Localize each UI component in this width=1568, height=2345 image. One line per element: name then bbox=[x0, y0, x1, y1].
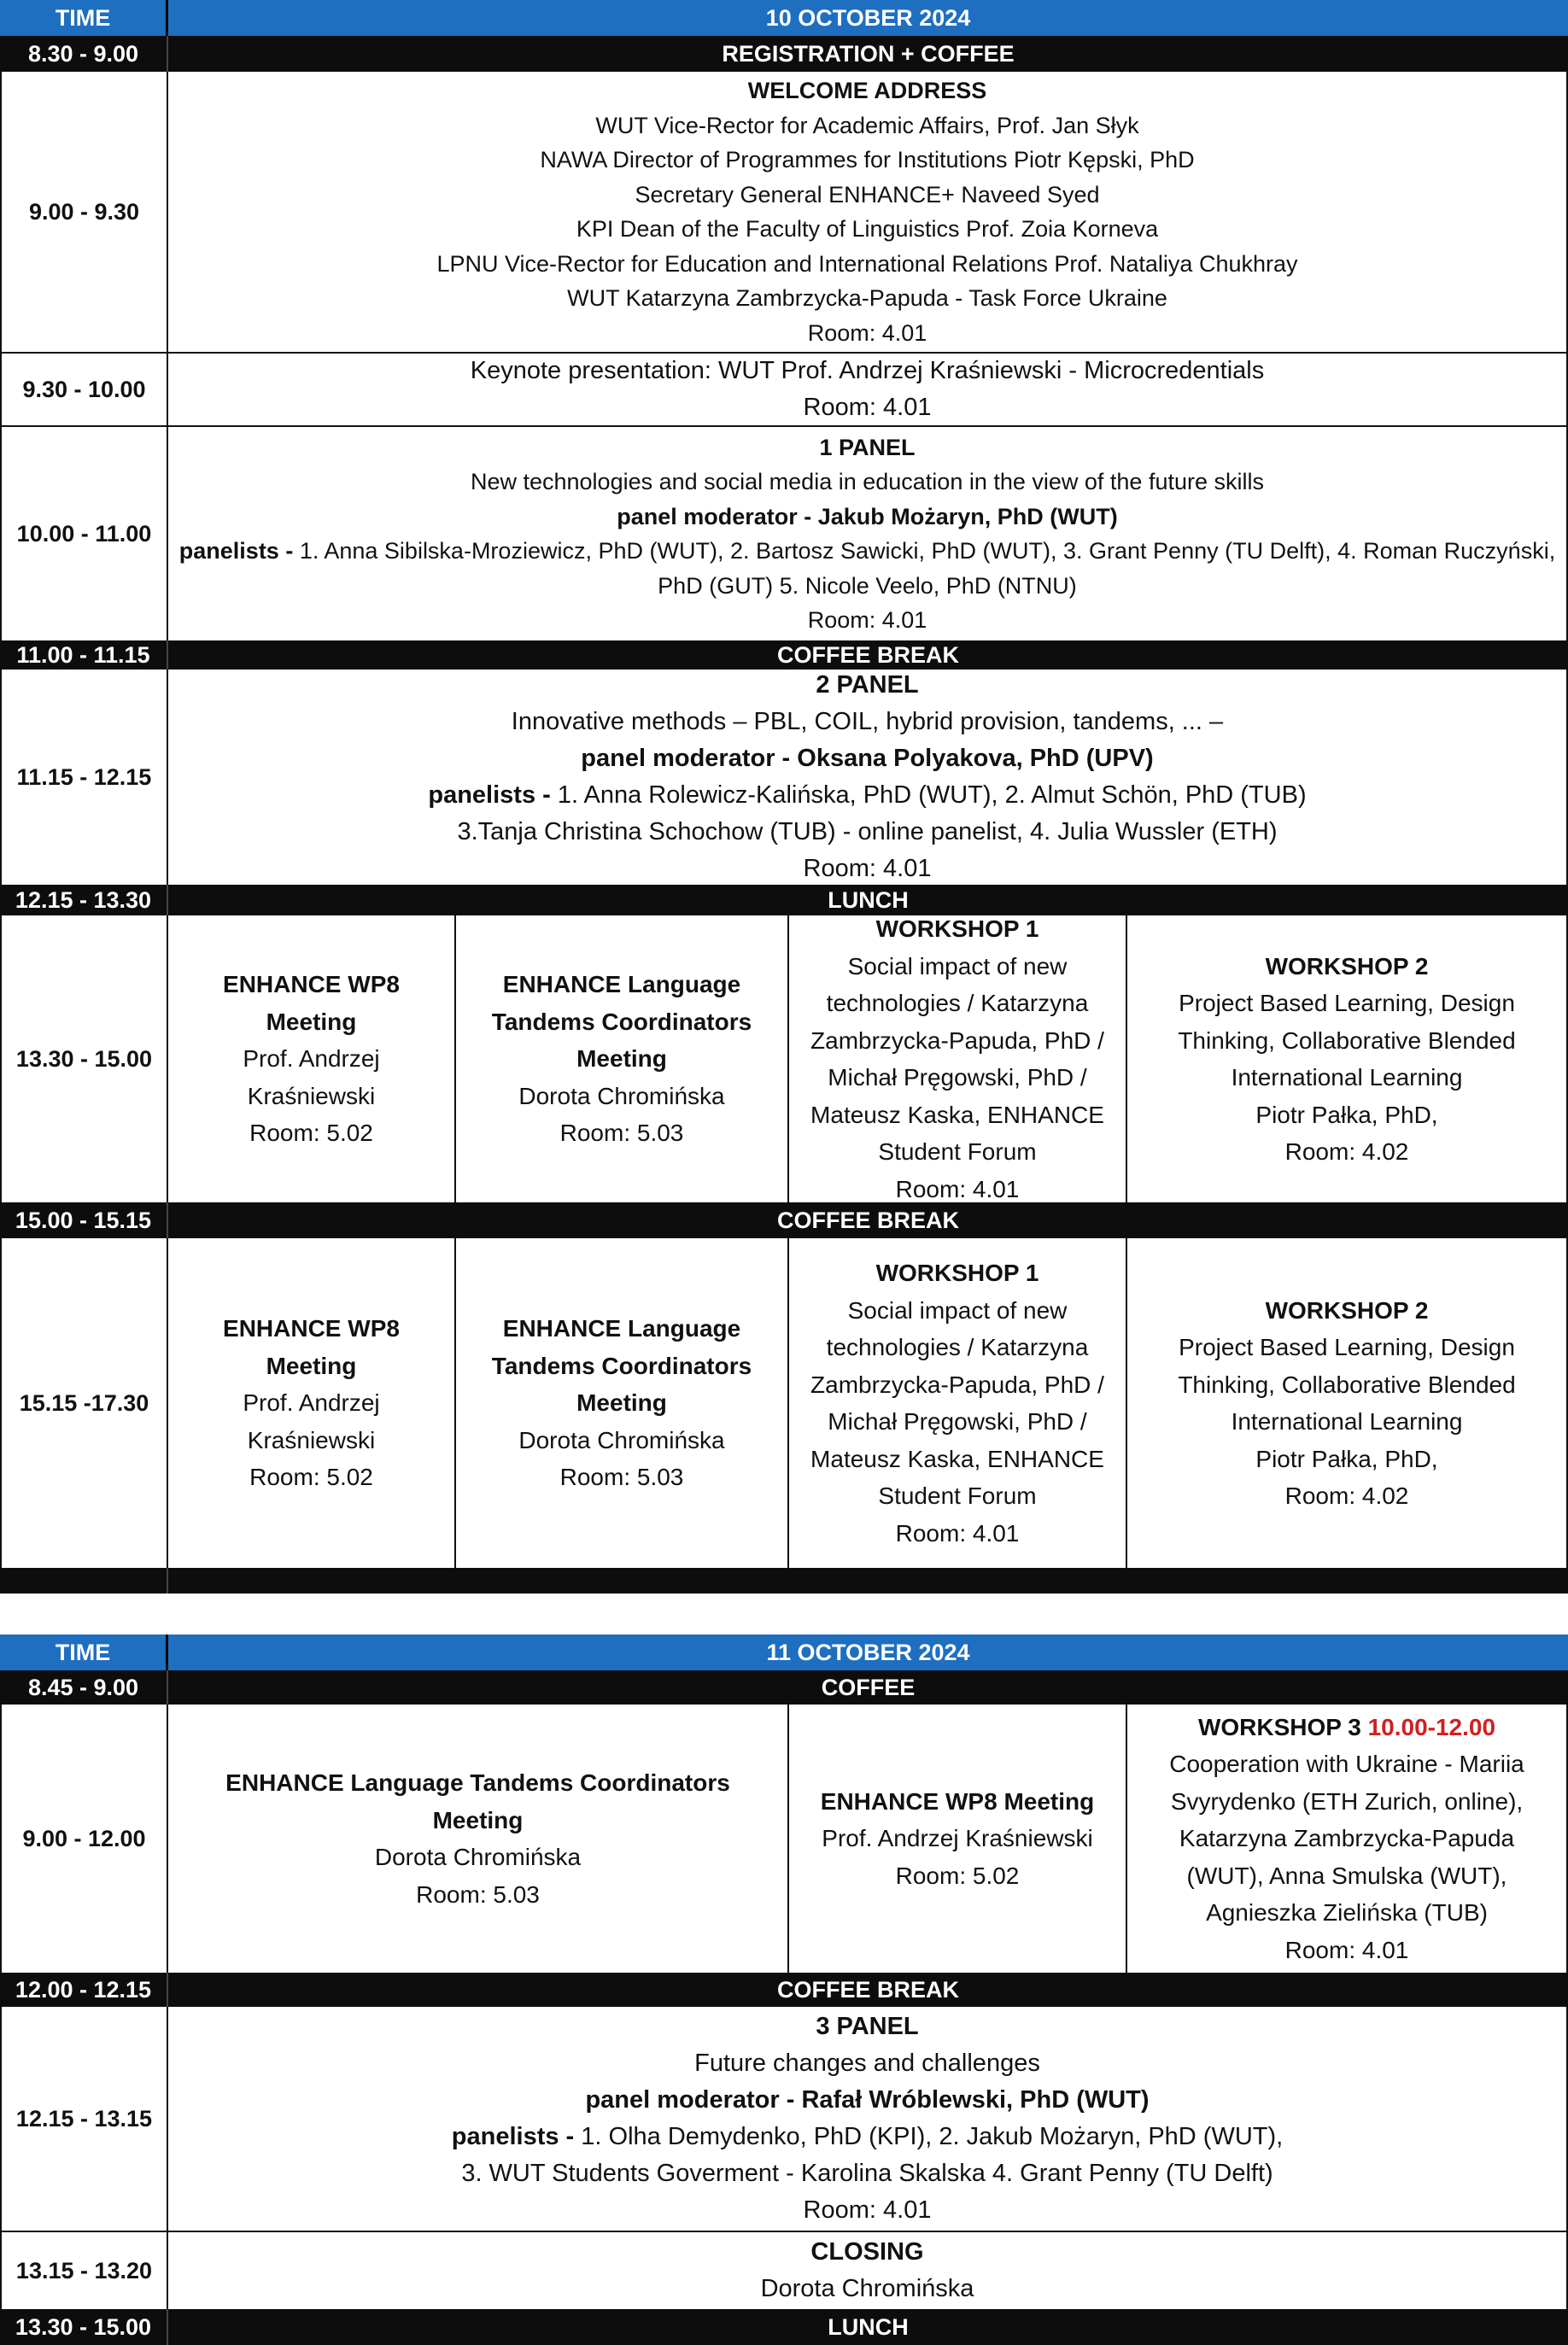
panel2-panelists-cont: 3.Tanja Christina Schochow (TUB) - online panelist, 4. Julia Wussler (ETH) bbox=[457, 818, 1278, 845]
panel1-room: Room: 4.01 bbox=[807, 607, 927, 633]
workshop1-cell: WORKSHOP 1 Social impact of new technologies / Katarzyna Zambrzycka-Papuda, PhD / Michał Pręgowski, PhD / Mateusz Kaska, ENHANCE Student Forum Room: 4.01 bbox=[789, 1238, 1127, 1568]
time-column-header: TIME bbox=[0, 1634, 168, 1670]
day2-schedule bbox=[0, 1634, 1568, 2345]
welcome-line: KPI Dean of the Faculty of Linguistics Prof. Zoia Korneva bbox=[576, 216, 1159, 242]
panel1-row bbox=[0, 427, 1568, 640]
closing-person: Dorota Chromińska bbox=[760, 2275, 974, 2302]
lunch-label: LUNCH bbox=[828, 2313, 909, 2340]
workshop1-cell: WORKSHOP 1 Social impact of new technologies / Katarzyna Zambrzycka-Papuda, PhD / Michał Pręgowski, PhD / Mateusz Kaska, ENHANCE Student Forum Room: 4.01 bbox=[789, 915, 1127, 1202]
date-header: 10 OCTOBER 2024 bbox=[765, 4, 971, 31]
date-header: 11 OCTOBER 2024 bbox=[766, 1639, 970, 1665]
panel1-title: 1 PANEL bbox=[819, 434, 916, 460]
welcome-line: Secretary General ENHANCE+ Naveed Syed bbox=[635, 181, 1100, 208]
panelists-label: panelists - bbox=[428, 781, 558, 809]
keynote-room: Room: 4.01 bbox=[803, 394, 932, 421]
time-cell: 13.15 - 13.20 bbox=[0, 2232, 168, 2309]
panel2-row bbox=[0, 670, 1568, 885]
coffee-break-label: COFFEE BREAK bbox=[776, 1207, 959, 1233]
lunch-row bbox=[0, 885, 1568, 915]
panel3-room: Room: 4.01 bbox=[803, 2196, 932, 2224]
day1-end-bar bbox=[0, 1568, 1568, 1594]
welcome-line: WUT Katarzyna Zambrzycka-Papuda - Task Force Ukraine bbox=[567, 285, 1167, 311]
session-a-row bbox=[0, 915, 1568, 1202]
time-cell: 9.00 - 9.30 bbox=[0, 72, 168, 352]
welcome-content bbox=[168, 72, 1568, 352]
coffee-row bbox=[0, 1670, 1568, 1705]
panel1-content bbox=[168, 427, 1568, 640]
lunch-row bbox=[0, 2309, 1568, 2345]
lunch-label: LUNCH bbox=[828, 886, 909, 913]
time-cell: 13.30 - 15.00 bbox=[0, 2309, 168, 2345]
welcome-room: Room: 4.01 bbox=[807, 319, 927, 346]
panelists-label: panelists - bbox=[451, 2123, 582, 2150]
coffee-label: COFFEE bbox=[821, 1674, 916, 1700]
wp8-meeting-cell: ENHANCE WP8 Meeting Prof. Andrzej Kraśniewski Room: 5.02 bbox=[168, 915, 456, 1202]
registration-label: REGISTRATION + COFFEE bbox=[722, 40, 1015, 67]
workshop2-cell: WORKSHOP 2 Project Based Learning, Design Thinking, Collaborative Blended International Learning Piotr Pałka, PhD, Room: 4.02 bbox=[1178, 1296, 1516, 1509]
time-cell: 11.15 - 12.15 bbox=[0, 670, 168, 885]
panelists-label: panelists - bbox=[178, 538, 300, 564]
keynote-row bbox=[0, 354, 1568, 427]
registration-row bbox=[0, 36, 1568, 72]
wp8-meeting-cell: ENHANCE WP8 Meeting Prof. Andrzej Kraśniewski Room: 5.02 bbox=[168, 1238, 456, 1568]
time-cell: 8.30 - 9.00 bbox=[0, 36, 168, 72]
panel3-title: 3 PANEL bbox=[816, 2013, 919, 2040]
panel1-moderator: panel moderator - Jakub Możaryn, PhD (WUT) bbox=[617, 503, 1118, 529]
workshop3-title: WORKSHOP 3 10.00-12.00 bbox=[1197, 1713, 1496, 1740]
panel2-panelists: panelists - 1. Anna Rolewicz-Kalińska, PhD (WUT), 2. Almut Schön, PhD (TUB) bbox=[428, 781, 1307, 809]
time-cell: 12.00 - 12.15 bbox=[0, 1973, 168, 2007]
welcome-row bbox=[0, 72, 1568, 354]
welcome-line: WUT Vice-Rector for Academic Affairs, Prof. Jan Słyk bbox=[595, 112, 1139, 138]
panel1-topic: New technologies and social media in education in the view of the future skills bbox=[470, 469, 1264, 494]
closing-title: CLOSING bbox=[810, 2238, 924, 2266]
panel2-moderator: panel moderator - Oksana Polyakova, PhD (UPV) bbox=[581, 745, 1154, 772]
time-cell: 9.30 - 10.00 bbox=[0, 354, 168, 425]
time-column-header: TIME bbox=[0, 0, 168, 36]
coffee-break-label: COFFEE BREAK bbox=[776, 1976, 959, 2003]
tandems-meeting-cell: ENHANCE Language Tandems Coordinators Meeting Dorota Chromińska Room: 5.03 bbox=[456, 915, 789, 1202]
coffee-break-row bbox=[0, 640, 1568, 670]
session-b-row bbox=[0, 1238, 1568, 1568]
workshop3-time-note: 10.00-12.00 bbox=[1367, 1713, 1496, 1740]
time-cell: 15.00 - 15.15 bbox=[0, 1202, 168, 1238]
day1-header bbox=[0, 0, 1568, 36]
panel1-panelists: panelists - 1. Anna Sibilska-Mroziewicz, PhD (WUT), 2. Bartosz Sawicki, PhD (WUT), 3. Grant Penny (TU Delft), 4. Roman Ruczyński, bbox=[178, 538, 1556, 564]
time-cell: 8.45 - 9.00 bbox=[0, 1670, 168, 1705]
panel2-title: 2 PANEL bbox=[816, 671, 919, 699]
tandems-meeting-cell: ENHANCE Language Tandems Coordinators Meeting Dorota Chromińska Room: 5.03 bbox=[168, 1705, 789, 1973]
day2-header bbox=[0, 1634, 1568, 1670]
coffee-break-row bbox=[0, 1202, 1568, 1238]
panel3-topic: Future changes and challenges bbox=[694, 2050, 1040, 2077]
time-cell: 11.00 - 11.15 bbox=[0, 640, 168, 670]
panel3-content bbox=[168, 2007, 1568, 2231]
closing-content bbox=[168, 2232, 1568, 2309]
keynote-title: Keynote presentation: WUT Prof. Andrzej Kraśniewski - Microcredentials bbox=[470, 357, 1265, 384]
workshop2-cell: WORKSHOP 2 Project Based Learning, Design Thinking, Collaborative Blended International Learning Piotr Pałka, PhD, Room: 4.02 bbox=[1178, 952, 1516, 1165]
panel3-panelists: panelists - 1. Olha Demydenko, PhD (KPI), 2. Jakub Możaryn, PhD (WUT), bbox=[451, 2123, 1284, 2150]
wp8-meeting-cell: ENHANCE WP8 Meeting Prof. Andrzej Kraśniewski Room: 5.02 bbox=[789, 1705, 1127, 1973]
time-cell: 10.00 - 11.00 bbox=[0, 427, 168, 640]
keynote-content bbox=[168, 354, 1568, 425]
panel2-content bbox=[168, 670, 1568, 885]
closing-row bbox=[0, 2232, 1568, 2309]
panel3-row bbox=[0, 2007, 1568, 2232]
time-cell: 15.15 -17.30 bbox=[0, 1238, 168, 1568]
time-cell: 13.30 - 15.00 bbox=[0, 915, 168, 1202]
panel3-panelists-cont: 3. WUT Students Goverment - Karolina Skalska 4. Grant Penny (TU Delft) bbox=[461, 2160, 1273, 2187]
welcome-line: LPNU Vice-Rector for Education and International Relations Prof. Nataliya Chukhray bbox=[436, 250, 1298, 277]
time-cell: 9.00 - 12.00 bbox=[0, 1705, 168, 1973]
welcome-line: NAWA Director of Programmes for Institutions Piotr Kępski, PhD bbox=[540, 147, 1195, 173]
workshop3-cell: WORKSHOP 3 10.00-12.00 Cooperation with Ukraine - Mariia Svyrydenko (ETH Zurich, online), Katarzyna Zambrzycka-Papuda (WUT), Anna Smulska (WUT), Agnieszka Zielińska (TUB) Room: 4.01 bbox=[1127, 1705, 1566, 1973]
time-cell: 12.15 - 13.30 bbox=[0, 885, 168, 915]
coffee-break-label: COFFEE BREAK bbox=[776, 641, 959, 668]
morning-row bbox=[0, 1705, 1568, 1973]
welcome-title: WELCOME ADDRESS bbox=[747, 78, 987, 103]
tandems-meeting-cell: ENHANCE Language Tandems Coordinators Meeting Dorota Chromińska Room: 5.03 bbox=[456, 1238, 789, 1568]
panel2-room: Room: 4.01 bbox=[803, 855, 932, 882]
panel3-moderator: panel moderator - Rafał Wróblewski, PhD (WUT) bbox=[585, 2086, 1150, 2114]
coffee-break-row bbox=[0, 1973, 1568, 2007]
time-cell: 12.15 - 13.15 bbox=[0, 2007, 168, 2231]
panel2-topic: Innovative methods – PBL, COIL, hybrid provision, tandems, ... – bbox=[511, 708, 1224, 735]
panel1-panelists-cont: PhD (GUT) 5. Nicole Veelo, PhD (NTNU) bbox=[658, 572, 1077, 599]
